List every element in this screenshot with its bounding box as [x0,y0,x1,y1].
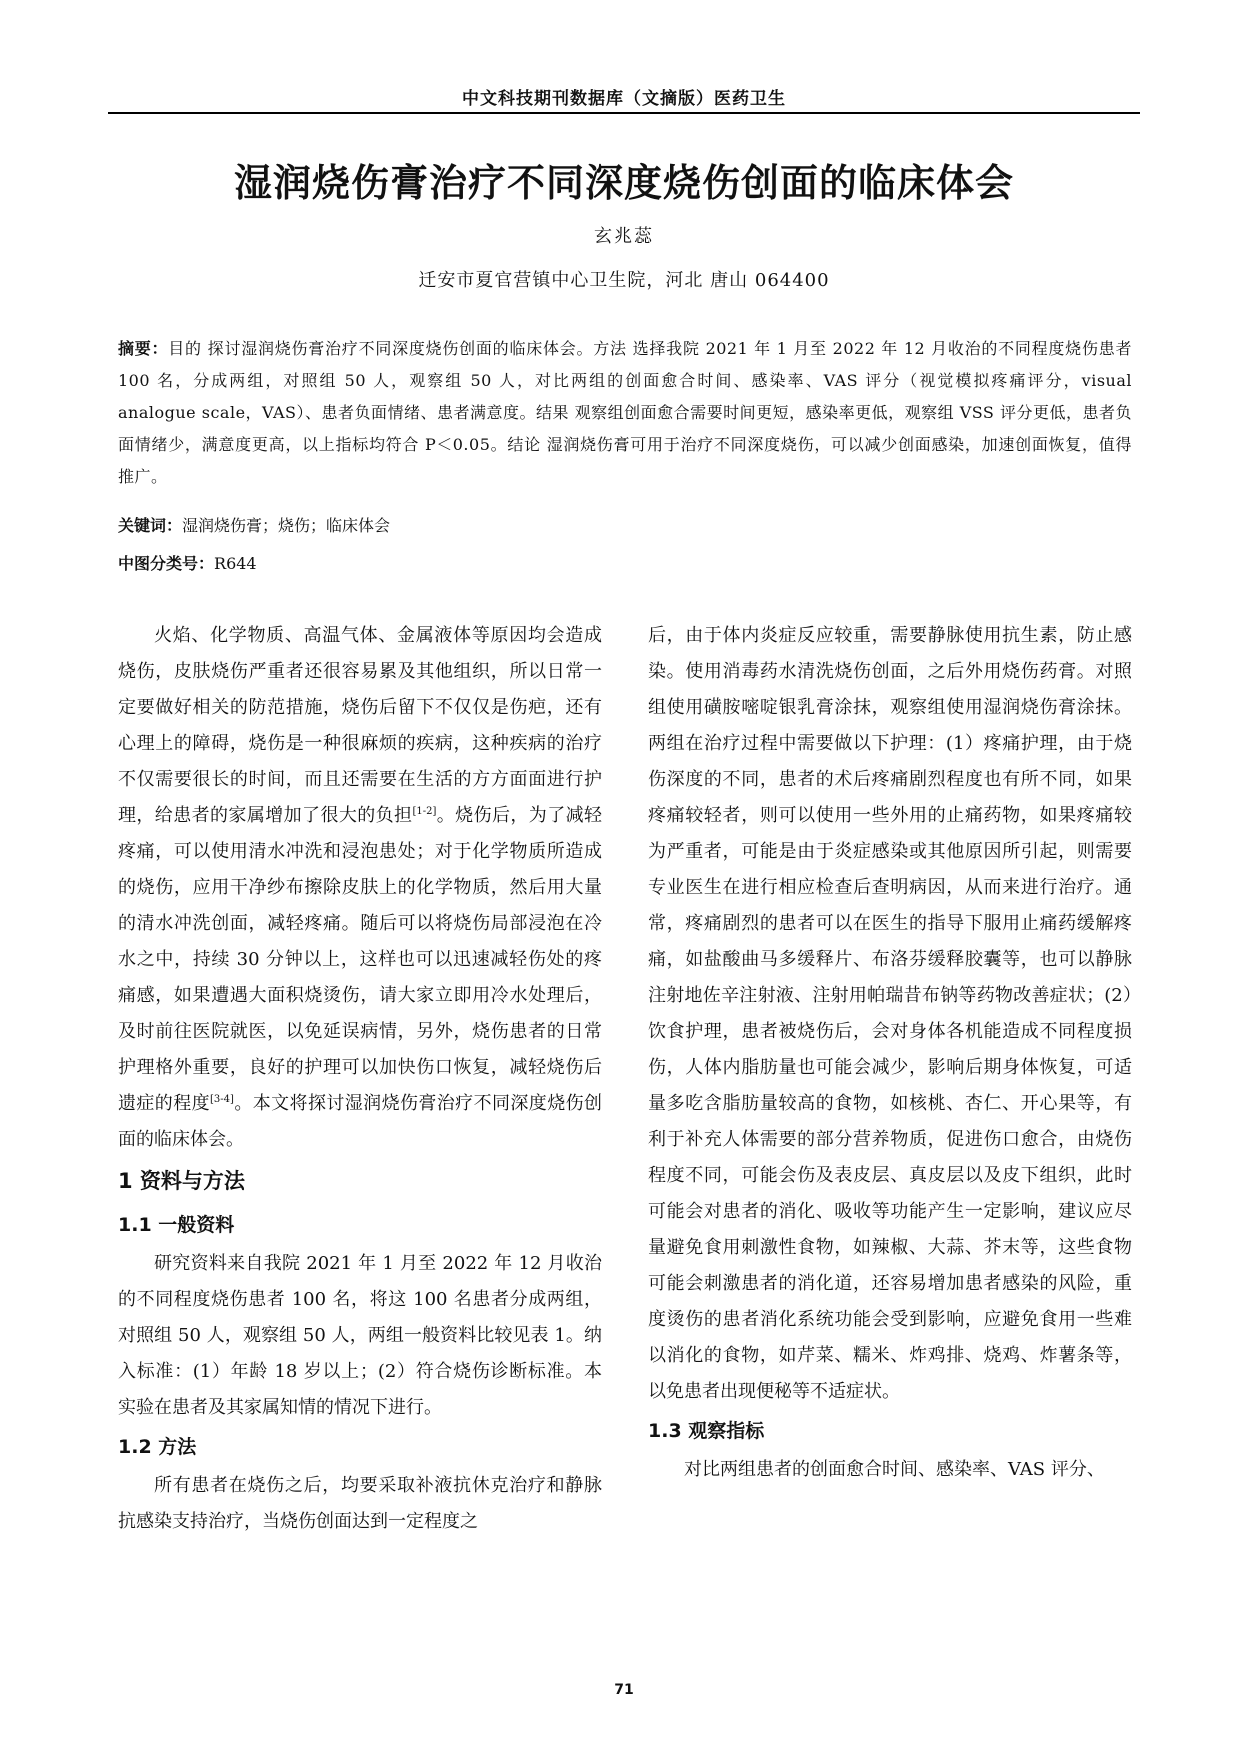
keywords [118,513,1132,536]
abstract [118,333,1132,493]
abstract-text: 目的 探讨湿润烧伤膏治疗不同深度烧伤创面的临床体会。方法 选择我院 2021 年 1 月至 2022 年 12 月收治的不同程度烧伤患者 100 名，分成两组，对照组 50 人，观察组 50 人，对比两组的创面愈合时间、感染率、VAS 评分（视觉模拟疼痛评分，visual analogue scale，VAS）、患者负面情绪、患者满意度。结果 观察组创面愈合需要时间更短，感染率更低，观察组 VSS 评分更低，患者负面情绪少，满意度更高，以上指标均符合 P＜0.05。结论 湿润烧伤膏可用于治疗不同深度烧伤，可以减少创面感染，加速创面恢复，值得推广。 [118,339,1132,486]
classification-label: 中图分类号： [118,554,215,573]
citation-3-4: [3-4] [210,1094,234,1105]
section-1-2-heading: 1.2 方法 [118,1436,197,1458]
intro-text-1: 火焰、化学物质、高温气体、金属液体等原因均会造成烧伤，皮肤烧伤严重者还很容易累及其他组织，所以日常一定要做好相关的防范措施，烧伤后留下不仅仅是伤疤，还有心理上的障碍，烧伤是一种很麻烦的疾病，这种疾病的治疗不仅需要很长的时间，而且还需要在生活的方方面面进行护理，给患者的家属增加了很大的负担 [118,625,602,826]
intro-paragraph [118,618,602,1158]
author: 玄兆蕊 [594,226,654,247]
right-column [648,618,1132,1488]
section-1-3-paragraph: 对比两组患者的创面愈合时间、感染率、VAS 评分、 [684,1459,1105,1480]
section-1-1-heading: 1.1 一般资料 [118,1214,235,1236]
header-rule [108,112,1140,114]
section-1-heading: 1 资料与方法 [118,1169,245,1193]
intro-text-2: 。烧伤后，为了减轻疼痛，可以使用清水冲洗和浸泡患处；对于化学物质所造成的烧伤，应用干净纱布擦除皮肤上的化学物质，然后用大量的清水冲洗创面，减轻疼痛。随后可以将烧伤局部浸泡在冷水之中，持续 30 分钟以上，这样也可以迅速减轻伤处的疼痛感，如果遭遇大面积烧烫伤，请大家立即用冷水处理后，及时前往医院就医，以免延误病情，另外，烧伤患者的日常护理格外重要，良好的护理可以加快伤口恢复，减轻烧伤后遗症的程度 [118,805,603,1114]
section-1-2-paragraph-start: 所有患者在烧伤之后，均要采取补液抗休克治疗和静脉抗感染支持治疗，当烧伤创面达到一定程度之 [118,1475,602,1532]
section-1-3-heading: 1.3 观察指标 [648,1420,765,1442]
running-head: 中文科技期刊数据库（文摘版）医药卫生 [462,89,786,109]
article-title: 湿润烧伤膏治疗不同深度烧伤创面的临床体会 [233,161,1014,205]
citation-1-2: [1-2] [412,806,437,817]
section-1-2-paragraph-cont: 后，由于体内炎症反应较重，需要静脉使用抗生素，防止感染。使用消毒药水清洗烧伤创面，之后外用烧伤药膏。对照组使用磺胺嘧啶银乳膏涂抹，观察组使用湿润烧伤膏涂抹。两组在治疗过程中需要做以下护理：(1）疼痛护理，由于烧伤深度的不同，患者的术后疼痛剧烈程度也有所不同，如果疼痛较轻者，则可以使用一些外用的止痛药物，如果疼痛较为严重者，可能是由于炎症感染或其他原因所引起，则需要专业医生在进行相应检查后查明病因，从而来进行治疗。通常，疼痛剧烈的患者可以在医生的指导下服用止痛药缓解疼痛，如盐酸曲马多缓释片、布洛芬缓释胶囊等，也可以静脉注射地佐辛注射液、注射用帕瑞昔布钠等药物改善症状；(2）饮食护理，患者被烧伤后，会对身体各机能造成不同程度损伤，人体内脂肪量也可能会减少，影响后期身体恢复，可适量多吃含脂肪量较高的食物，如核桃、杏仁、开心果等，有利于补充人体需要的部分营养物质，促进伤口愈合，由烧伤程度不同，可能会伤及表皮层、真皮层以及皮下组织，此时可能会对患者的消化、吸收等功能产生一定影响，建议应尽量避免食用刺激性食物，如辣椒、大蒜、芥末等，这些食物可能会刺激患者的消化道，还容易增加患者感染的风险，重度烫伤的患者消化系统功能会受到影响，应避免食用一些难以消化的食物，如芹菜、糯米、炸鸡排、烧鸡、炸薯条等，以免患者出现便秘等不适症状。 [648,625,1132,1402]
abstract-label: 摘要： [118,339,169,358]
intro-text-3: 。本文将探讨湿润烧伤膏治疗不同深度烧伤创面的临床体会。 [118,1093,603,1150]
section-1-1-paragraph: 研究资料来自我院 2021 年 1 月至 2022 年 12 月收治的不同程度烧伤患者 100 名，将这 100 名患者分成两组，对照组 50 人，观察组 50 人，两组一般资料比较见表 1。纳入标准：(1）年龄 18 岁以上；(2）符合烧伤诊断标准。本实验在患者及其家属知情的情况下进行。 [118,1253,602,1418]
keywords-label: 关键词： [118,516,183,535]
classification [118,551,1132,574]
affiliation: 迁安市夏官营镇中心卫生院，河北 唐山 064400 [418,270,830,291]
left-column [118,618,602,1540]
classification-text: R644 [214,554,257,573]
keywords-text: 湿润烧伤膏；烧伤；临床体会 [182,516,391,535]
page-number: 71 [614,1682,634,1698]
